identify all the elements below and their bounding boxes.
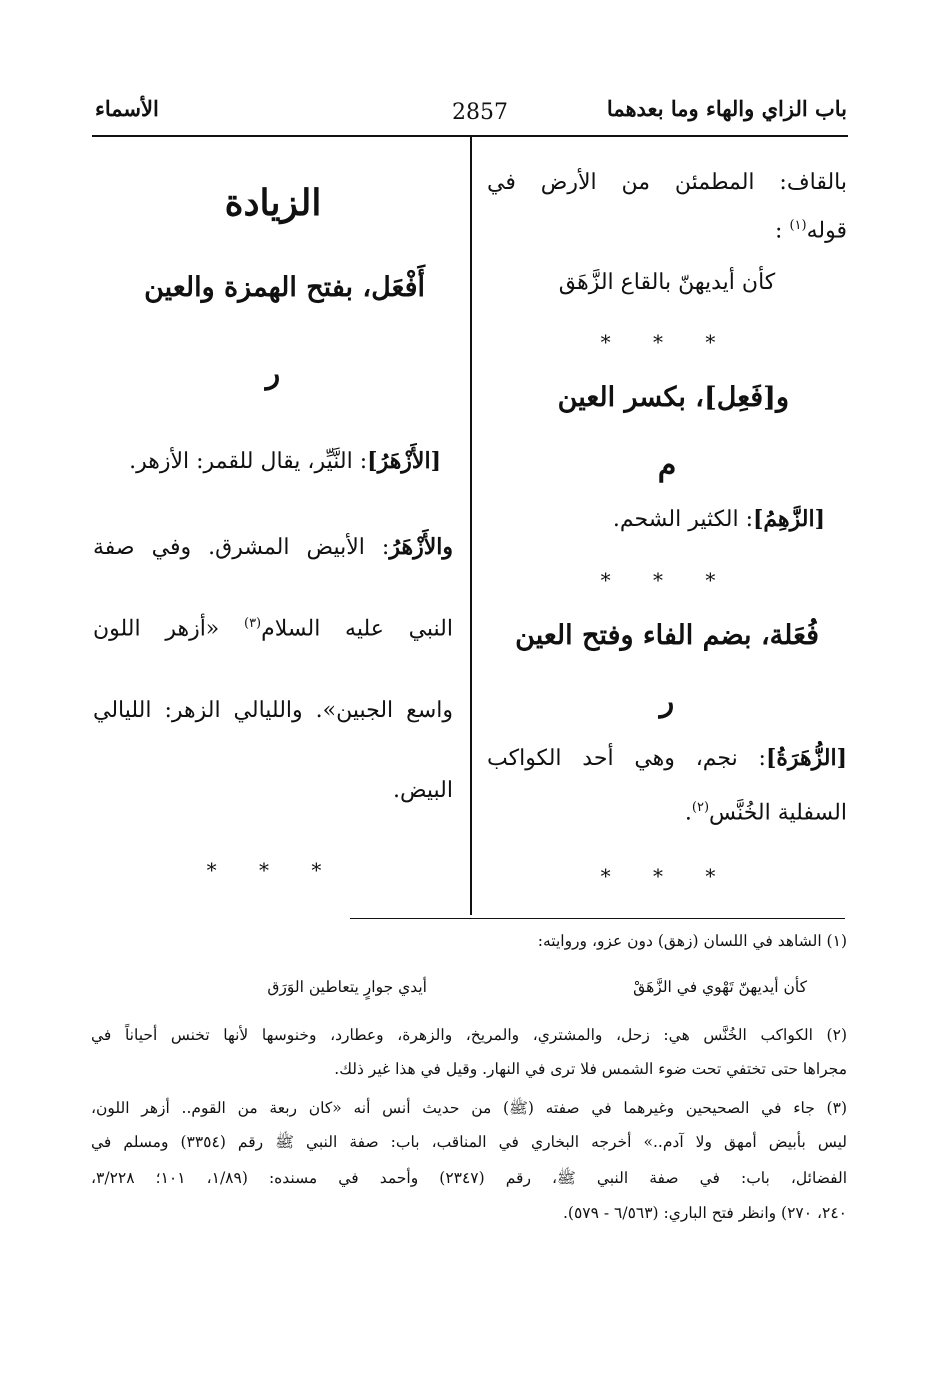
separator-stars: * * *	[600, 864, 734, 888]
entry-definition: : الكثير الشحم.	[612, 507, 753, 532]
text-span: النبي عليه السلام	[261, 616, 453, 642]
footnote-ref[interactable]: (٣)	[243, 616, 262, 631]
entry-headword: والأَزْهَرُ	[389, 534, 453, 560]
entry-line	[93, 534, 453, 560]
text-line: بالقاف: المطمئن من الأرض في	[487, 170, 847, 195]
text-span: قوله	[806, 218, 847, 244]
footnote-ref[interactable]: (٢)	[691, 800, 710, 815]
letter-heading: م	[657, 448, 677, 483]
footnote-3-cont: الفضائل، باب: في صفة النبي ﷺ، رقم (٢٣٤٧) وأحمد في مسنده: (١/٨٩، ١٠١؛ ٣/٢٢٨،	[91, 1169, 848, 1187]
entry-line	[487, 745, 847, 771]
text-line: واسع الجبين». والليالي الزهر: الليالي	[93, 698, 453, 723]
separator-stars: * * *	[206, 858, 340, 882]
footnote-2-cont: مجراها حتى تختفي تحت ضوء الشمس فلا ترى في النهار. وقيل في هذا غير ذلك.	[334, 1060, 847, 1078]
separator-stars: * * *	[600, 330, 734, 354]
entry-definition: : النَّيِّر، يقال للقمر: الأزهر.	[129, 449, 368, 474]
page-number: 2857	[452, 100, 508, 125]
entry-headword: [الزُّهَرَةُ]	[765, 745, 847, 771]
text-span: السفلية الخُنَّس	[709, 800, 847, 826]
footnote-3-cont: ٢٤٠، ٢٧٠) وانظر فتح الباري: (٦/٥٦٣ - ٥٧٩).	[562, 1204, 847, 1222]
entry-line	[465, 506, 825, 532]
footnote-ref[interactable]: (١)	[789, 218, 807, 233]
separator-stars: * * *	[600, 568, 734, 592]
section-heading: و[فَعِل]، بكسر العين	[557, 382, 789, 413]
text-line	[487, 218, 847, 243]
verse-hemistich-left: أيدي جوارٍ يتعاطين الوَرَق	[267, 978, 427, 996]
text-span: .	[684, 800, 692, 826]
text-span: :	[775, 218, 783, 244]
text-line: البيض.	[392, 778, 453, 803]
verse-line: كأن أيديهنّ بالقاع الزَّهَق	[558, 270, 776, 295]
entry-definition: : نجم، وهي أحد الكواكب	[487, 746, 766, 771]
footnote-1: (١) الشاهد في اللسان (زهق) دون عزو، وروايته:	[537, 932, 847, 950]
verse-hemistich-right: كأن أيديهنّ تَهْوي في الزَّهَقْ	[633, 978, 807, 996]
text-line	[93, 616, 453, 641]
letter-heading: ر	[659, 684, 675, 719]
entry-headword: [الأَزْهَرُ]	[367, 448, 441, 474]
footnote-3-cont: ليس بأبيض أمهق ولا آدم..» أخرجه البخاري في المناقب، باب: صفة النبي ﷺ رقم (٣٣٥٤) ومسلم في	[91, 1133, 847, 1151]
entry-headword: [الزَّهِمُ]	[752, 506, 825, 532]
footnote-2: (٢) الكواكب الخُنَّس هي: زحل، والمشتري، والمريخ، والزهرة، وعطارد، وخنوسها لأنها تخنس أحياناً في	[91, 1026, 847, 1044]
text-span: «أزهر اللون	[93, 616, 220, 642]
section-heading: فُعَلة، بضم الفاء وفتح العين	[515, 620, 819, 651]
section-title: الأسماء	[95, 96, 159, 121]
entry-definition: : الأبيض المشرق. وفي صفة	[93, 535, 390, 560]
chapter-title: باب الزاي والهاء وما بعدهما	[606, 96, 847, 121]
section-title-large: الزيادة	[224, 182, 322, 224]
letter-heading: ر	[265, 356, 281, 391]
section-heading: أَفْعَل، بفتح الهمزة والعين	[144, 272, 425, 303]
footnote-3: (٣) جاء في الصحيحين وغيرهما في صفته (ﷺ) من حديث أنس أنه «كان ربعة من القوم.. أزهر اللون،	[91, 1099, 847, 1117]
entry-line	[81, 448, 441, 474]
text-line	[487, 800, 847, 825]
footnote-rule	[350, 918, 845, 919]
